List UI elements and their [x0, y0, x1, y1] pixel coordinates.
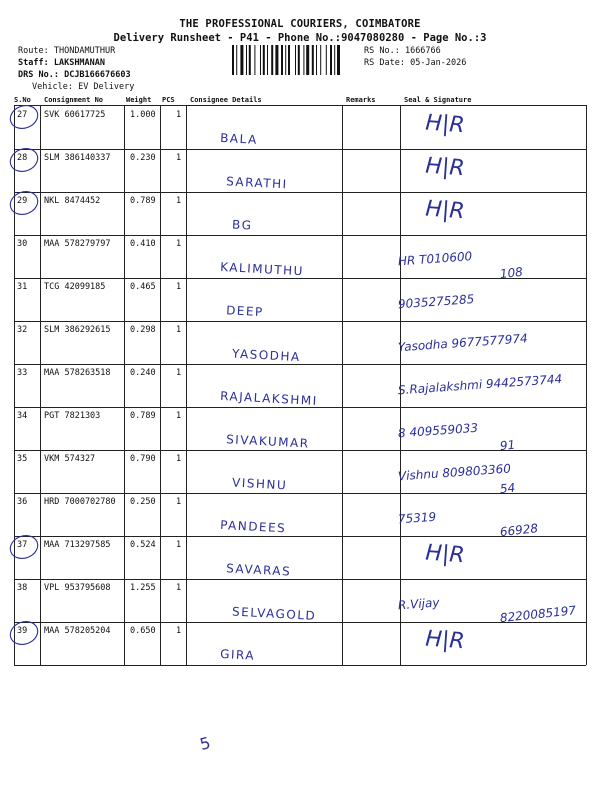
signature-handwriting: H|R	[424, 540, 466, 569]
row-weight: 0.298	[130, 325, 156, 335]
drs-value: DCJB166676603	[64, 70, 131, 80]
row-pcs: 1	[176, 454, 182, 464]
barcode-bar	[232, 45, 234, 75]
row-rule	[14, 278, 586, 279]
vehicle-label: Vehicle:	[32, 82, 73, 92]
row-rule	[14, 149, 586, 150]
consignee-handwriting: KALIMUTHU	[219, 259, 305, 279]
barcode-bar	[240, 45, 243, 75]
row-rule	[14, 407, 586, 408]
signature-handwriting: Vishnu 809803360	[397, 461, 512, 484]
row-rule	[14, 493, 586, 494]
consignee-handwriting: YASODHA	[231, 346, 302, 365]
row-rule	[14, 665, 586, 666]
row-rule	[14, 622, 586, 623]
consignee-handwriting: GIRA	[219, 646, 256, 663]
row-sno: 39	[17, 626, 28, 636]
barcode-bar	[285, 45, 286, 75]
row-pcs: 1	[176, 368, 182, 378]
consignee-handwriting: PANDEES	[219, 517, 287, 536]
row-consignment: MAA 578205204	[44, 626, 111, 636]
staff-line	[18, 58, 105, 68]
consignee-handwriting: SELVAGOLD	[231, 604, 317, 623]
row-pcs: 1	[176, 282, 182, 292]
barcode-bar	[249, 45, 251, 75]
signature-handwriting: 75319	[397, 509, 437, 527]
row-consignment: MAA 578263518	[44, 368, 111, 378]
signature-handwriting: H|R	[424, 110, 466, 139]
staff-value: LAKSHMANAN	[53, 58, 106, 68]
barcode-bar	[326, 45, 327, 75]
row-rule	[14, 536, 586, 537]
row-sno: 35	[17, 454, 28, 464]
row-weight: 0.790	[130, 454, 156, 464]
row-weight: 0.230	[130, 153, 156, 163]
barcode-bar	[330, 45, 332, 75]
rs-no-label: RS No.:	[364, 46, 400, 56]
barcode-bar	[316, 45, 317, 75]
barcode-bar	[267, 45, 268, 75]
row-sno: 29	[17, 196, 28, 206]
row-rule	[14, 192, 586, 193]
column-rule	[160, 105, 161, 665]
row-rule	[14, 235, 586, 236]
row-sno: 27	[17, 110, 28, 120]
row-weight: 1.000	[130, 110, 156, 120]
row-consignment: SVK 60617725	[44, 110, 106, 120]
document-subtitle: Delivery Runsheet - P41 - Phone No.:9047080280 - Page No.:3	[113, 32, 487, 44]
row-rule	[14, 364, 586, 365]
col-header-consignee: Consignee Details	[190, 96, 262, 104]
column-rule	[14, 105, 15, 665]
column-rule	[124, 105, 125, 665]
row-weight: 0.240	[130, 368, 156, 378]
barcode-bar	[246, 45, 247, 75]
row-weight: 0.250	[130, 497, 156, 507]
signature-handwriting-extra: 108	[499, 264, 524, 282]
document-title: THE PROFESSIONAL COURIERS, COIMBATORE	[179, 18, 421, 30]
consignee-handwriting: SAVARAS	[225, 561, 292, 579]
consignee-handwriting: DEEP	[225, 303, 265, 320]
row-pcs: 1	[176, 411, 182, 421]
footer-ink-mark: 5	[197, 733, 213, 754]
row-sno: 36	[17, 497, 28, 507]
row-rule	[14, 579, 586, 580]
column-rule	[586, 105, 587, 665]
row-weight: 0.465	[130, 282, 156, 292]
barcode-bar	[271, 45, 273, 75]
barcode-bar	[281, 45, 283, 75]
row-consignment: TCG 42099185	[44, 282, 106, 292]
row-consignment: VKM 574327	[44, 454, 96, 464]
vehicle-value: EV Delivery	[78, 82, 135, 92]
column-rule	[400, 105, 401, 665]
row-consignment: VPL 953795608	[44, 583, 111, 593]
barcode-bar	[236, 45, 237, 75]
barcode-bar	[298, 45, 300, 75]
barcode	[232, 45, 358, 75]
signature-handwriting: R.Vijay	[397, 595, 440, 613]
signature-handwriting: S.Rajalakshmi 9442573744	[397, 371, 563, 398]
row-pcs: 1	[176, 196, 182, 206]
row-sno: 34	[17, 411, 28, 421]
barcode-bar	[303, 45, 304, 75]
route-line	[18, 46, 115, 56]
barcode-bar	[334, 45, 335, 75]
row-sno: 31	[17, 282, 28, 292]
route-value: THONDAMUTHUR	[53, 46, 116, 56]
row-weight: 0.410	[130, 239, 156, 249]
row-rule	[14, 321, 586, 322]
col-header-weight: Weight	[126, 96, 152, 104]
column-rule	[40, 105, 41, 665]
signature-handwriting: Yasodha 9677577974	[397, 331, 529, 355]
row-pcs: 1	[176, 626, 182, 636]
row-weight: 1.255	[130, 583, 156, 593]
row-pcs: 1	[176, 110, 182, 120]
rs-no-value: 1666766	[404, 46, 441, 56]
row-consignment: NKL 8474452	[44, 196, 101, 206]
row-sno: 28	[17, 153, 28, 163]
route-label: Route:	[18, 46, 49, 56]
row-pcs: 1	[176, 497, 182, 507]
row-weight: 0.789	[130, 411, 156, 421]
row-rule	[14, 450, 586, 451]
row-weight: 0.524	[130, 540, 156, 550]
row-pcs: 1	[176, 325, 182, 335]
signature-handwriting: 9035275285	[397, 292, 475, 312]
staff-label: Staff:	[18, 58, 49, 68]
col-header-consignment: Consignment No	[44, 96, 104, 104]
signature-handwriting-extra: 8220085197	[499, 603, 577, 626]
row-consignment: SLM 386292615	[44, 325, 111, 335]
barcode-bar	[263, 45, 265, 75]
row-sno: 38	[17, 583, 28, 593]
barcode-bar	[312, 45, 314, 75]
barcode-bar	[306, 45, 309, 75]
consignee-handwriting: SIVAKUMAR	[225, 432, 310, 451]
column-rule	[342, 105, 343, 665]
row-consignment: PGT 7821303	[44, 411, 101, 421]
row-sno: 33	[17, 368, 28, 378]
barcode-bar	[295, 45, 296, 75]
consignee-handwriting: RAJALAKSHMI	[219, 388, 319, 409]
barcode-bar	[288, 45, 290, 75]
signature-handwriting: 8 409559033	[397, 420, 479, 441]
row-consignment: HRD 7000702780	[44, 497, 116, 507]
row-pcs: 1	[176, 540, 182, 550]
signature-handwriting-extra: 54	[499, 480, 516, 497]
rs-date-line	[364, 58, 466, 68]
consignee-handwriting: BG	[231, 217, 253, 233]
consignee-handwriting: SARATHI	[225, 174, 289, 192]
header-rule	[14, 105, 586, 106]
row-pcs: 1	[176, 153, 182, 163]
drs-label: DRS No.:	[18, 70, 59, 80]
barcode-bar	[320, 45, 321, 75]
row-weight: 0.650	[130, 626, 156, 636]
row-consignment: MAA 713297585	[44, 540, 111, 550]
rs-date-label: RS Date:	[364, 58, 405, 68]
signature-handwriting: H|R	[424, 626, 466, 655]
row-weight: 0.789	[130, 196, 156, 206]
barcode-bar	[275, 45, 278, 75]
rs-date-value: 05-Jan-2026	[410, 58, 467, 68]
vehicle-line	[32, 82, 134, 92]
column-rule	[186, 105, 187, 665]
consignee-handwriting: VISHNU	[231, 475, 288, 493]
row-consignment: MAA 578279797	[44, 239, 111, 249]
signature-handwriting-extra: 91	[499, 437, 516, 454]
barcode-bar	[254, 45, 255, 75]
col-header-seal: Seal & Signature	[404, 96, 472, 104]
row-sno: 37	[17, 540, 28, 550]
col-header-sno: S.No	[14, 96, 31, 104]
row-sno: 32	[17, 325, 28, 335]
row-sno: 30	[17, 239, 28, 249]
barcode-bar	[337, 45, 340, 75]
signature-handwriting: H|R	[424, 153, 466, 182]
col-header-remarks: Remarks	[346, 96, 376, 104]
signature-handwriting: H|R	[424, 196, 466, 225]
signature-handwriting-extra: 66928	[499, 521, 539, 540]
signature-handwriting: HR T010600	[397, 249, 473, 269]
row-pcs: 1	[176, 583, 182, 593]
rs-no-line	[364, 46, 441, 56]
consignee-handwriting: BALA	[219, 130, 259, 147]
barcode-bar	[260, 45, 261, 75]
row-pcs: 1	[176, 239, 182, 249]
drs-line	[18, 70, 131, 80]
row-consignment: SLM 386140337	[44, 153, 111, 163]
col-header-pcs: PCS	[162, 96, 175, 104]
